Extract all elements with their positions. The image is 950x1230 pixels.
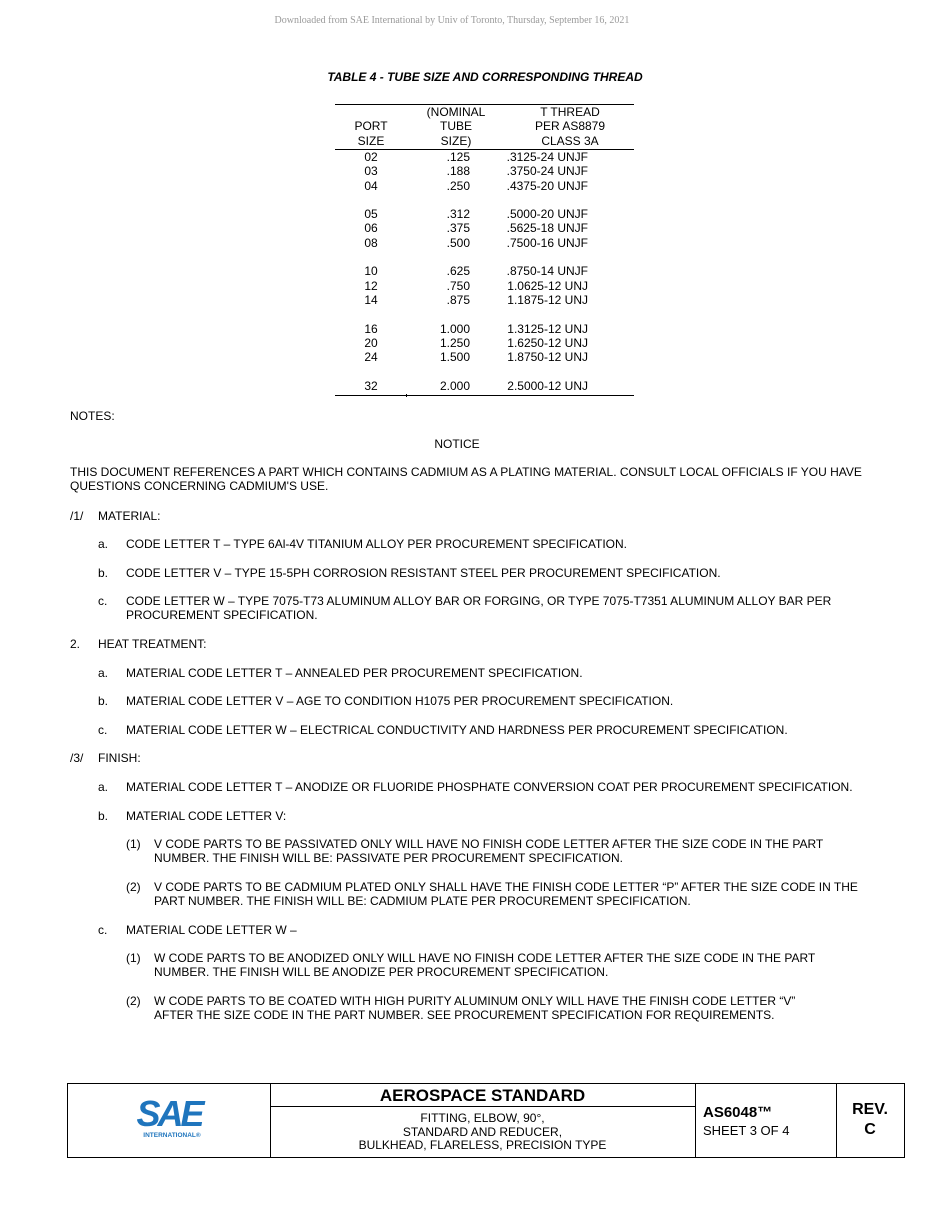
thread-cell: .3750-24 UNJF [506,164,588,179]
header-tube [410,105,502,148]
table-row [335,150,634,164]
download-notice: Downloaded from SAE International by Univ of Toronto, Thursday, September 16, 2021 [274,15,630,26]
revision-cell [836,1084,904,1157]
note-3c2-text: W CODE PARTS TO BE COATED WITH HIGH PURITY ALUMINUM ONLY WILL HAVE THE FINISH CODE LETTER “V” AFTER THE SIZE CODE IN THE PART NUMBER. SEE PROCUREMENT SPECIFICATION FOR REQUIREMENTS. [154,994,796,1023]
table-row [335,336,634,350]
port-size-cell: 20 [364,335,378,350]
table-row [335,221,634,235]
port-size-cell: 12 [364,278,378,293]
item-label: c. [98,723,108,737]
item-label: a. [98,780,109,794]
table-body [335,150,634,395]
tube-size-cell: 2.000 [439,378,470,393]
header-port-line: PORT [354,119,388,134]
thread-cell: 1.1875-12 UNJ [507,292,588,307]
sae-logo [68,1084,270,1159]
header-thread-line: T THREAD [540,105,600,119]
note-3c1-text: W CODE PARTS TO BE ANODIZED ONLY WILL HAVE NO FINISH CODE LETTER AFTER THE SIZE CODE IN THE PART NUMBER. THE FINISH WILL BE ANODIZE PER PROCUREMENT SPECIFICATION. [154,951,816,980]
item-label: b. [98,566,109,580]
aerospace-standard-heading: AEROSPACE STANDARD [270,1084,695,1107]
thread-cell: .5000-20 UNJF [506,207,588,222]
revision-label: REV. [852,1101,888,1118]
note-1a-text: CODE LETTER T – TYPE 6Al-4V TITANIUM ALLOY PER PROCUREMENT SPECIFICATION. [126,537,628,551]
tube-size-cell: .625 [446,264,470,279]
thread-cell: 1.0625-12 UNJ [507,278,588,293]
table-divider-mark [406,394,407,397]
item-label: a. [98,666,109,680]
table-row [335,236,634,250]
port-size-cell: 24 [364,350,378,365]
port-size-cell: 05 [364,207,378,222]
note-2-number: 2. [70,637,81,651]
tube-size-cell: 1.500 [439,350,470,365]
thread-cell: 1.3125-12 UNJ [507,321,588,336]
note-3-number: /3/ [70,751,84,765]
note-3-title: FINISH: [98,751,141,765]
header-thread-line: CLASS 3A [541,133,599,148]
note-2b-text: MATERIAL CODE LETTER V – AGE TO CONDITION H1075 PER PROCUREMENT SPECIFICATION. [126,694,674,708]
port-size-cell: 04 [364,178,378,193]
thread-cell: .4375-20 UNJF [506,178,588,193]
revision-value: C [864,1121,876,1138]
note-1c-text: CODE LETTER W – TYPE 7075-T73 ALUMINUM ALLOY BAR OR FORGING, OR TYPE 7075-T7351 ALUMINUM ALLOY BAR PER PROCUREMENT SPECIFICATION. [126,594,832,623]
description-line: FITTING, ELBOW, 90°, [420,1111,545,1125]
tube-thread-table [335,104,634,396]
thread-cell: .7500-16 UNJF [506,235,588,250]
table-row [335,293,634,307]
sae-logo-subtitle: INTERNATIONAL® [143,1132,201,1139]
tube-size-cell: 1.000 [439,321,470,336]
note-3c-text: MATERIAL CODE LETTER W – [126,923,297,937]
port-size-cell: 14 [364,292,378,307]
sheet-number: SHEET 3 OF 4 [703,1123,790,1138]
port-size-cell: 02 [364,150,378,164]
table-row [335,350,634,364]
port-size-cell: 32 [364,378,378,393]
notice-title: NOTICE [434,437,480,451]
document-number-cell [695,1084,837,1157]
port-size-cell: 06 [364,221,378,236]
note-3b1-text: V CODE PARTS TO BE PASSIVATED ONLY WILL HAVE NO FINISH CODE LETTER AFTER THE SIZE CODE IN THE PART NUMBER. THE FINISH WILL BE: PASSIVATE PER PROCUREMENT SPECIFICATION. [154,837,824,866]
header-port [335,119,407,148]
table-row [335,164,634,178]
title-block [67,1083,905,1158]
table-group-spacer [335,193,634,207]
description-line: STANDARD AND REDUCER, [402,1124,563,1139]
note-2-title: HEAT TREATMENT: [98,637,207,651]
header-tube-line: (NOMINAL [426,105,486,119]
port-size-cell: 03 [364,164,378,179]
note-3b-text: MATERIAL CODE LETTER V: [126,809,287,823]
table-row [335,322,634,336]
header-port-line: SIZE [357,133,385,148]
item-label: c. [98,594,108,608]
thread-cell: .5625-18 UNJF [506,221,588,236]
port-size-cell: 10 [364,264,378,279]
tube-size-cell: .875 [446,292,470,307]
item-label: b. [98,694,109,708]
header-thread-line: PER AS8879 [534,119,606,134]
sub-item-label: (1) [126,837,141,851]
tube-size-cell: .250 [446,178,470,193]
table-row [335,179,634,193]
title-cell [270,1084,696,1157]
table-title: TABLE 4 - TUBE SIZE AND CORRESPONDING THREAD [327,70,643,84]
sae-logo-mark: SAE [136,1093,202,1134]
thread-cell: .8750-14 UNJF [506,264,588,279]
item-label: c. [98,923,108,937]
table-group-spacer [335,307,634,321]
table-header [335,105,634,150]
tube-size-cell: .500 [446,235,470,250]
thread-cell: 1.6250-12 UNJ [507,335,588,350]
note-1-number: /1/ [70,509,84,523]
note-1-title: MATERIAL: [98,509,161,523]
note-2a-text: MATERIAL CODE LETTER T – ANNEALED PER PROCUREMENT SPECIFICATION. [126,666,583,680]
header-tube-line: SIZE) [440,133,472,148]
tube-size-cell: 1.250 [439,335,470,350]
header-thread [515,105,625,148]
notes-heading: NOTES: [70,409,115,423]
sub-item-label: (2) [126,994,141,1008]
table-row [335,379,634,395]
port-size-cell: 08 [364,235,378,250]
sub-item-label: (1) [126,951,141,965]
note-1b-text: CODE LETTER V – TYPE 15-5PH CORROSION RESISTANT STEEL PER PROCUREMENT SPECIFICATION. [126,566,721,580]
table-row [335,264,634,278]
document-number: AS6048™ [703,1104,773,1121]
table-row [335,279,634,293]
note-3a-text: MATERIAL CODE LETTER T – ANODIZE OR FLUORIDE PHOSPHATE CONVERSION COAT PER PROCUREMENT SPECIFICATION. [126,780,853,794]
thread-cell: 2.5000-12 UNJ [507,378,588,393]
note-3b2-text: V CODE PARTS TO BE CADMIUM PLATED ONLY SHALL HAVE THE FINISH CODE LETTER “P” AFTER THE SIZE CODE IN THE PART NUMBER. THE FINISH WILL BE: CADMIUM PLATE PER PROCUREMENT SPECIFICATION. [154,880,858,909]
logo-cell [68,1084,271,1157]
tube-size-cell: .125 [446,150,470,164]
tube-size-cell: .750 [446,278,470,293]
table-group-spacer [335,364,634,378]
document-description [270,1107,695,1153]
note-2c-text: MATERIAL CODE LETTER W – ELECTRICAL CONDUCTIVITY AND HARDNESS PER PROCUREMENT SPECIFICATION. [126,723,788,737]
table-row [335,207,634,221]
tube-size-cell: .188 [446,164,470,179]
thread-cell: .3125-24 UNJF [506,150,588,164]
header-tube-line: TUBE [439,119,472,134]
notice-text: THIS DOCUMENT REFERENCES A PART WHICH CONTAINS CADMIUM AS A PLATING MATERIAL. CONSULT LOCAL OFFICIALS IF YOU HAVE QUESTIONS CONCERNING CADMIUM'S USE. [70,465,862,494]
sub-item-label: (2) [126,880,141,894]
item-label: a. [98,537,109,551]
port-size-cell: 16 [364,321,378,336]
tube-size-cell: .312 [446,207,470,222]
description-line: BULKHEAD, FLARELESS, PRECISION TYPE [358,1138,607,1152]
item-label: b. [98,809,109,823]
thread-cell: 1.8750-12 UNJ [507,350,588,365]
table-group-spacer [335,250,634,264]
tube-size-cell: .375 [446,221,470,236]
